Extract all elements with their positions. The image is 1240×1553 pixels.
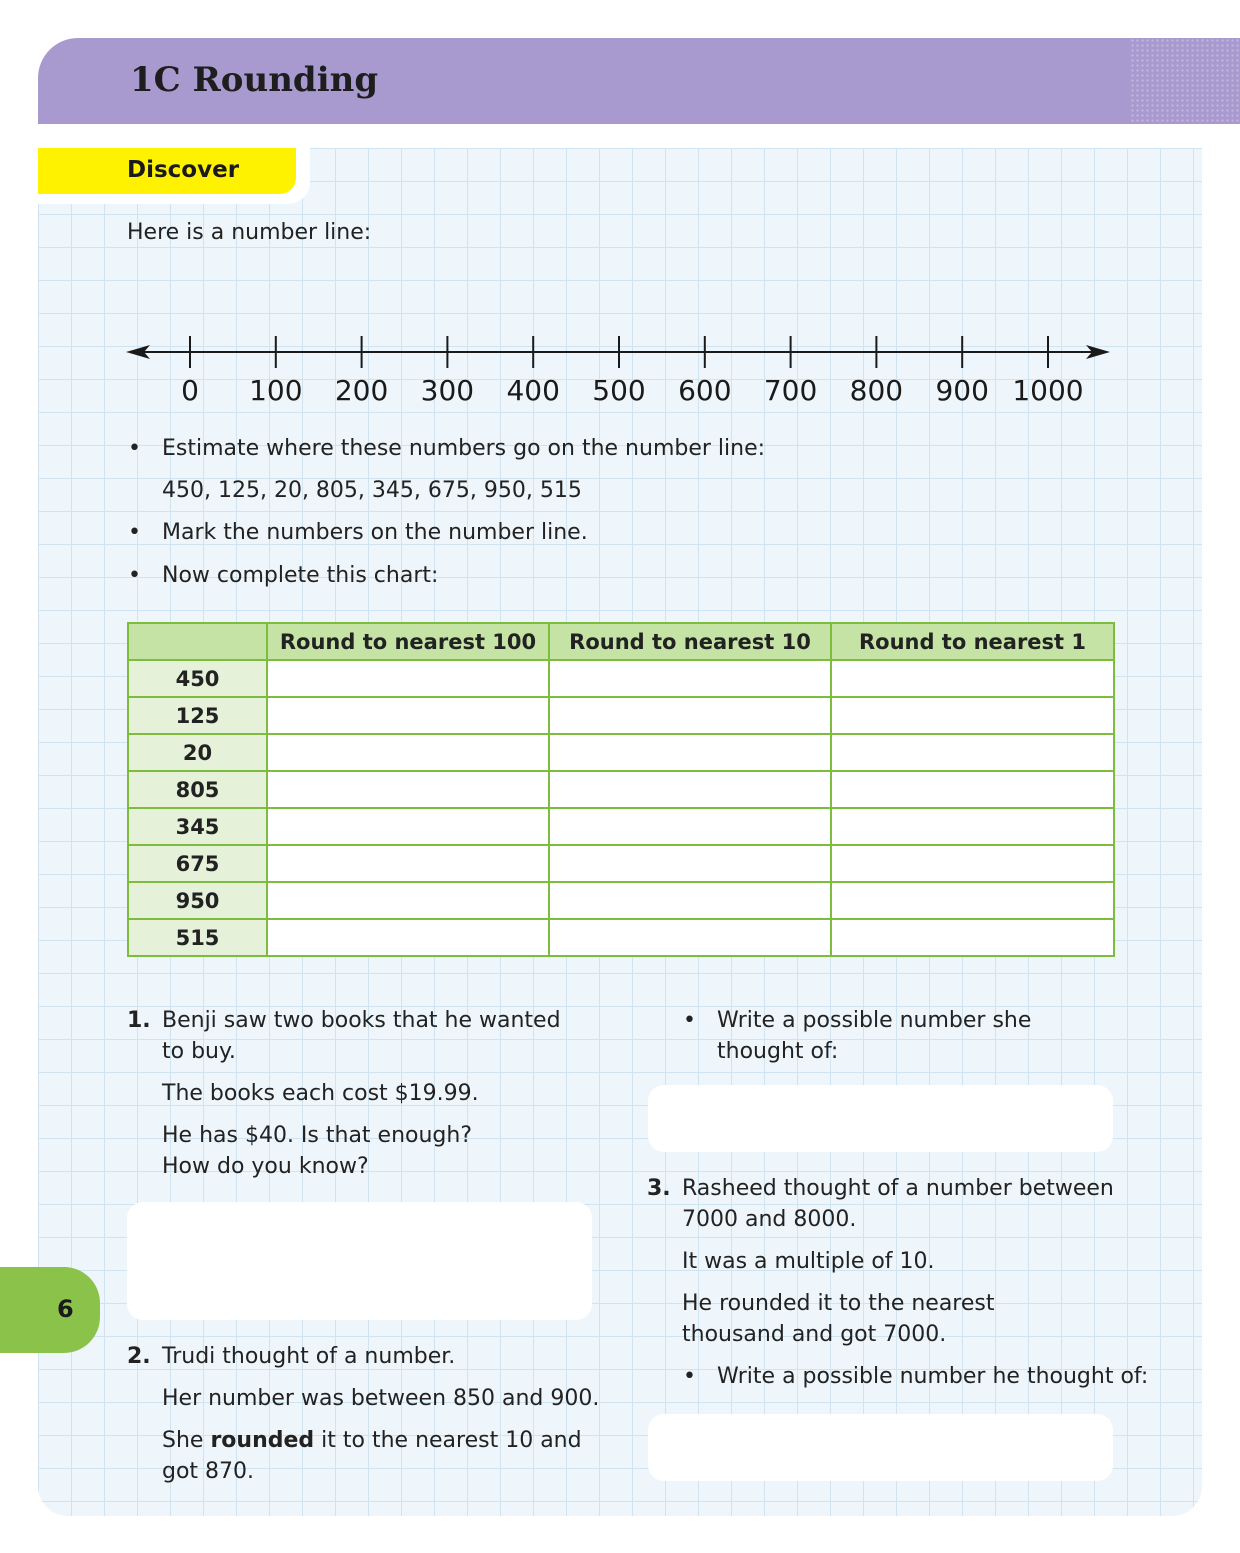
- q2-bullet-line1: • Write a possible number she: [717, 1005, 1031, 1036]
- answer-cell-nearest-1[interactable]: [831, 771, 1114, 808]
- answer-cell-nearest-10[interactable]: [549, 697, 831, 734]
- chart-header-1: Round to nearest 1: [831, 623, 1114, 660]
- q2-text-line2: Her number was between 850 and 900.: [162, 1386, 600, 1411]
- answer-cell-nearest-1[interactable]: [831, 882, 1114, 919]
- bullet-complete: • Now complete this chart:: [162, 560, 438, 591]
- chapter-header: [38, 38, 1240, 124]
- q1-text-line5: How do you know?: [162, 1154, 369, 1179]
- answer-cell-nearest-1[interactable]: [831, 919, 1114, 956]
- chart-row-number: 125: [128, 697, 267, 734]
- number-line-label: 500: [592, 374, 646, 407]
- q3-text-line1: Rasheed thought of a number between: [682, 1176, 1114, 1201]
- chart-row-number: 515: [128, 919, 267, 956]
- discover-tab: [38, 148, 310, 204]
- q3-number: 3.: [647, 1176, 671, 1201]
- bullet-estimate: • Estimate where these numbers go on the number line:: [162, 433, 765, 464]
- page-title: 1C Rounding: [130, 60, 379, 100]
- q3-answer-box[interactable]: [648, 1414, 1113, 1481]
- answer-cell-nearest-100[interactable]: [267, 882, 549, 919]
- number-line-axis: [120, 320, 1120, 380]
- discover-label-bg: [38, 148, 296, 194]
- chart-row: [128, 919, 1114, 956]
- q2-line3-post: it to the nearest 10 and: [321, 1428, 582, 1453]
- answer-cell-nearest-10[interactable]: [549, 919, 831, 956]
- numbers-list: 450, 125, 20, 805, 345, 675, 950, 515: [162, 478, 582, 503]
- number-line-label: 1000: [1012, 374, 1084, 407]
- chart-row: [128, 660, 1114, 697]
- chart-header-row: [128, 623, 1114, 660]
- number-line-label: 600: [678, 374, 732, 407]
- rounding-chart: [127, 622, 1115, 957]
- chart-row-number: 20: [128, 734, 267, 771]
- answer-cell-nearest-1[interactable]: [831, 734, 1114, 771]
- answer-cell-nearest-100[interactable]: [267, 919, 549, 956]
- q2-text-line1: Trudi thought of a number.: [162, 1344, 456, 1369]
- number-line-label: 700: [763, 374, 818, 407]
- header-dot-pattern: [1130, 38, 1240, 124]
- q2-answer-box[interactable]: [648, 1085, 1113, 1152]
- answer-cell-nearest-10[interactable]: [549, 845, 831, 882]
- number-line-label: 300: [420, 374, 475, 407]
- page-number-tab: [0, 1267, 100, 1353]
- chart-row: [128, 771, 1114, 808]
- answer-cell-nearest-1[interactable]: [831, 697, 1114, 734]
- chart-row: [128, 734, 1114, 771]
- answer-cell-nearest-100[interactable]: [267, 660, 549, 697]
- q1-answer-box[interactable]: [127, 1202, 592, 1320]
- answer-cell-nearest-100[interactable]: [267, 734, 549, 771]
- q1-text-line4: He has $40. Is that enough?: [162, 1123, 473, 1148]
- chart-row-number: 675: [128, 845, 267, 882]
- q3-text-line4: He rounded it to the nearest: [682, 1291, 995, 1316]
- chart-header-blank: [128, 623, 267, 660]
- discover-label: Discover: [127, 157, 240, 183]
- q1-text-line1: Benji saw two books that he wanted: [162, 1008, 561, 1033]
- chart-row-number: 805: [128, 771, 267, 808]
- q2-text-line3: [162, 1425, 582, 1456]
- number-line: [120, 320, 1120, 420]
- chart-row: [128, 808, 1114, 845]
- q3-bullet: • Write a possible number he thought of:: [717, 1361, 1148, 1392]
- q3-text-line5: thousand and got 7000.: [682, 1322, 947, 1347]
- answer-cell-nearest-100[interactable]: [267, 808, 549, 845]
- number-line-label: 900: [935, 374, 989, 407]
- answer-cell-nearest-1[interactable]: [831, 845, 1114, 882]
- chart-row: [128, 882, 1114, 919]
- answer-cell-nearest-10[interactable]: [549, 660, 831, 697]
- q2-number: 2.: [127, 1344, 151, 1369]
- chart-row-number: 345: [128, 808, 267, 845]
- q1-text-line3: The books each cost $19.99.: [162, 1081, 479, 1106]
- q3-text-line3: It was a multiple of 10.: [682, 1249, 935, 1274]
- q3-text-line2: 7000 and 8000.: [682, 1207, 857, 1232]
- number-line-label: 100: [249, 374, 303, 407]
- q2-line3-pre: She: [162, 1428, 204, 1453]
- answer-cell-nearest-10[interactable]: [549, 734, 831, 771]
- answer-cell-nearest-1[interactable]: [831, 660, 1114, 697]
- intro-text: Here is a number line:: [127, 220, 372, 245]
- answer-cell-nearest-10[interactable]: [549, 771, 831, 808]
- q1-text-line2: to buy.: [162, 1039, 236, 1064]
- number-line-label: 200: [334, 374, 389, 407]
- number-line-label: 0: [181, 374, 199, 407]
- page-number: 6: [57, 1295, 74, 1323]
- answer-cell-nearest-1[interactable]: [831, 808, 1114, 845]
- answer-cell-nearest-10[interactable]: [549, 808, 831, 845]
- q2-text-line4: got 870.: [162, 1459, 255, 1484]
- chart-row: [128, 845, 1114, 882]
- answer-cell-nearest-10[interactable]: [549, 882, 831, 919]
- chart-header-100: Round to nearest 100: [267, 623, 549, 660]
- answer-cell-nearest-100[interactable]: [267, 697, 549, 734]
- chart-header-10: Round to nearest 10: [549, 623, 831, 660]
- chart-row-number: 450: [128, 660, 267, 697]
- chart-row-number: 950: [128, 882, 267, 919]
- number-line-label: 800: [849, 374, 904, 407]
- chart-row: [128, 697, 1114, 734]
- answer-cell-nearest-100[interactable]: [267, 845, 549, 882]
- q1-number: 1.: [127, 1008, 151, 1033]
- bullet-mark: • Mark the numbers on the number line.: [162, 517, 588, 548]
- answer-cell-nearest-100[interactable]: [267, 771, 549, 808]
- q2-bullet-line2: thought of:: [717, 1039, 839, 1064]
- number-line-label: 400: [506, 374, 560, 407]
- q2-line3-bold: rounded: [210, 1428, 315, 1453]
